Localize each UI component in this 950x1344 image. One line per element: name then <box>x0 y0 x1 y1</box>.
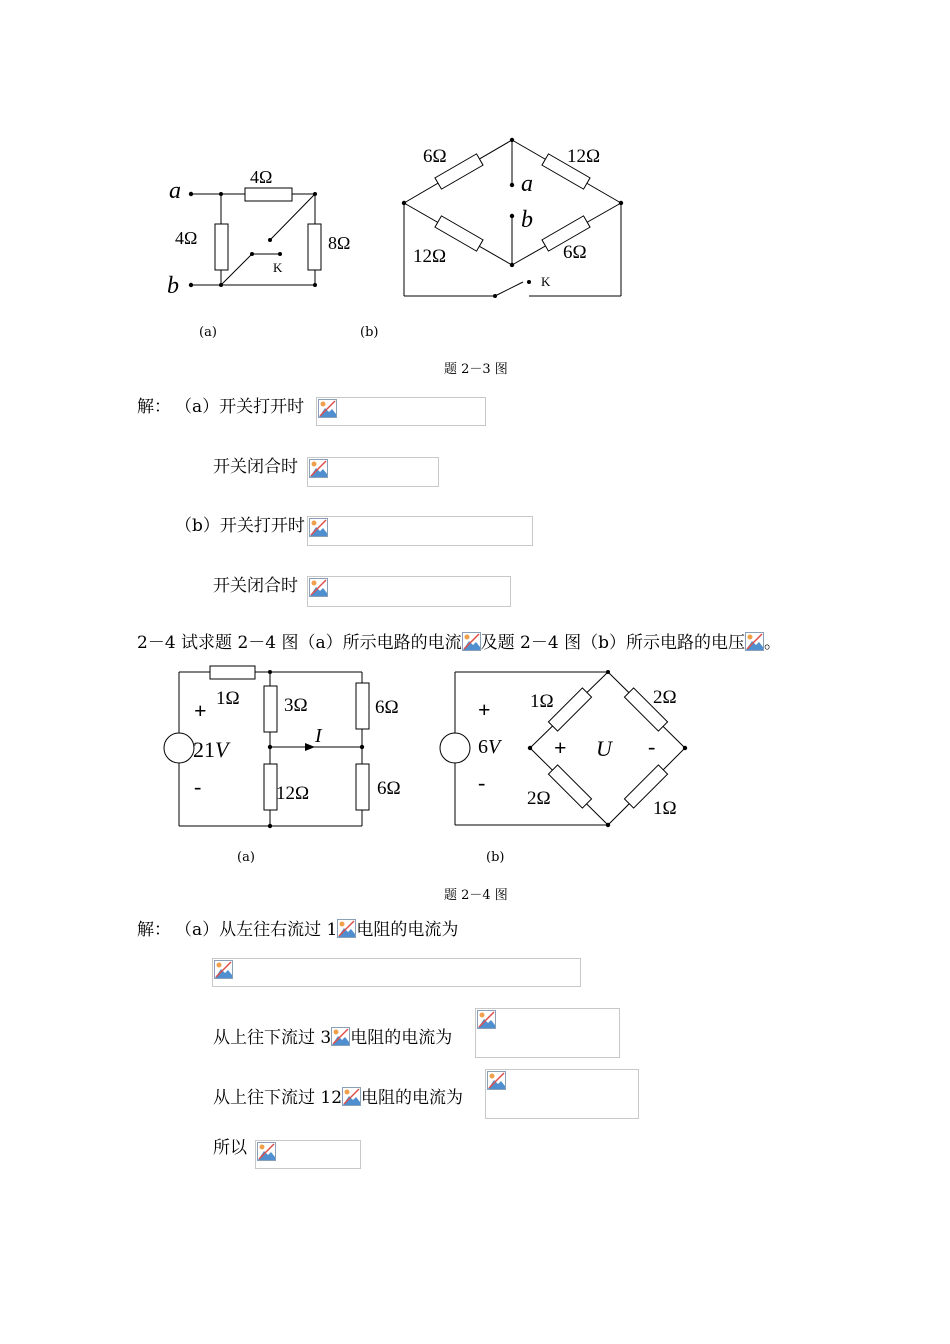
broken-image-icon <box>342 1087 361 1106</box>
node-a-label: a <box>169 178 181 204</box>
resistor-br-label: 6Ω <box>563 242 587 263</box>
resistor-12ohm-label: 12Ω <box>276 783 310 804</box>
node-a-label: a <box>521 171 533 197</box>
resistor-left <box>215 224 228 270</box>
resistor-1ohm-label: 1Ω <box>216 688 240 709</box>
problem-2-4-part1: 2－4 试求题 2－4 图（a）所示电路的电流 <box>137 633 462 653</box>
broken-image-icon <box>309 578 328 597</box>
figure-2-3a-caption: (a) <box>199 325 217 340</box>
resistor-3ohm-label: 3Ω <box>284 695 308 716</box>
resistor-bl-label: 12Ω <box>413 246 447 267</box>
solution-2-3-line4: 开关闭合时 <box>213 576 298 596</box>
broken-image-icon <box>337 919 356 938</box>
resistor-bl-label: 2Ω <box>527 788 551 809</box>
formula-image-2 <box>307 457 439 487</box>
source-value: 6V <box>478 736 501 758</box>
solution-2-3-line3: （b）开关打开时 <box>175 516 305 536</box>
figure-2-3b <box>395 130 645 305</box>
switch-label: K <box>541 274 551 289</box>
formula-image-1 <box>316 397 486 426</box>
resistor-tl-label: 6Ω <box>423 146 447 167</box>
resistor-right <box>308 224 321 270</box>
broken-image-icon <box>257 1142 276 1161</box>
resistor-6ohm-top-label: 6Ω <box>375 697 399 718</box>
voltage-source-6v <box>440 733 470 763</box>
resistor-tr-label: 2Ω <box>653 687 677 708</box>
formula-image-8 <box>255 1140 361 1169</box>
solution-2-4-prefix: 解： <box>137 920 171 940</box>
u-minus: - <box>648 734 656 759</box>
resistor-tl-label: 1Ω <box>530 691 554 712</box>
problem-2-4-part3: 。 <box>763 633 781 653</box>
resistor-left-label: 4Ω <box>175 228 198 248</box>
source-minus: - <box>194 774 202 799</box>
figure-2-4b-caption: (b) <box>486 850 505 865</box>
source-value: 21V <box>193 737 229 762</box>
broken-image-icon <box>309 518 328 537</box>
formula-image-4 <box>307 576 511 607</box>
resistor-3ohm <box>264 686 277 732</box>
current-label: I <box>315 725 322 747</box>
problem-2-4-part2: 及题 2－4 图（b）所示电路的电压 <box>480 633 745 653</box>
solution-2-4-line2a: 从上往下流过 3 <box>213 1028 332 1048</box>
formula-image-7 <box>485 1069 639 1119</box>
broken-image-icon <box>462 632 481 651</box>
voltage-source-21v <box>164 733 194 763</box>
solution-2-3-prefix: 解： <box>137 397 171 417</box>
node-b-label: b <box>521 207 533 233</box>
resistor-br-label: 1Ω <box>653 798 677 819</box>
problem-2-4-text <box>137 628 781 653</box>
node-b-label: b <box>167 273 179 299</box>
resistor-bl <box>548 765 591 808</box>
solution-2-4-line3b: 电阻的电流为 <box>361 1088 464 1108</box>
solution-2-4-line3a: 从上往下流过 12 <box>213 1088 343 1108</box>
source-plus: + <box>478 697 491 722</box>
resistor-6ohm-bottom-label: 6Ω <box>377 778 401 799</box>
broken-image-icon <box>214 960 233 979</box>
resistor-tr-label: 12Ω <box>567 146 601 167</box>
figure-2-3a <box>160 160 360 305</box>
figure-2-4-title: 题 2－4 图 <box>444 888 508 903</box>
formula-image-5 <box>212 958 581 987</box>
u-label: U <box>596 736 612 761</box>
solution-2-4-line1b: 电阻的电流为 <box>356 920 459 940</box>
solution-2-4-line2 <box>213 1023 452 1048</box>
broken-image-icon <box>487 1071 506 1090</box>
solution-2-3-line2: 开关闭合时 <box>213 457 298 477</box>
figure-2-3b-caption: (b) <box>360 325 379 340</box>
figure-2-4b <box>430 655 700 840</box>
u-plus: + <box>554 735 567 760</box>
broken-image-icon <box>745 632 764 651</box>
formula-image-3 <box>307 516 533 546</box>
resistor-top-label: 4Ω <box>250 167 273 187</box>
resistor-6ohm-top <box>356 683 369 729</box>
current-arrow-icon <box>305 743 315 751</box>
resistor-right-label: 8Ω <box>328 233 351 253</box>
resistor-top <box>245 188 292 201</box>
solution-2-3-line1: （a）开关打开时 <box>175 397 305 417</box>
solution-2-4-line1a: （a）从左往右流过 1 <box>175 920 338 940</box>
formula-image-6 <box>475 1008 620 1058</box>
broken-image-icon <box>477 1010 496 1029</box>
solution-2-4-line4: 所以 <box>213 1138 247 1158</box>
solution-2-4-line2b: 电阻的电流为 <box>350 1028 453 1048</box>
resistor-1ohm <box>210 666 255 679</box>
source-plus: + <box>194 698 207 723</box>
figure-2-4a <box>155 655 425 840</box>
figure-2-3-title: 题 2－3 图 <box>444 362 508 377</box>
broken-image-icon <box>318 399 337 418</box>
solution-2-4-line1 <box>175 915 458 940</box>
figure-2-4a-caption: (a) <box>237 850 255 865</box>
solution-2-4-line3 <box>213 1083 463 1108</box>
broken-image-icon <box>331 1027 350 1046</box>
switch-label: K <box>273 260 283 275</box>
broken-image-icon <box>309 459 328 478</box>
source-minus: - <box>478 770 486 795</box>
resistor-6ohm-bottom <box>356 764 369 810</box>
resistor-tl <box>548 688 591 731</box>
